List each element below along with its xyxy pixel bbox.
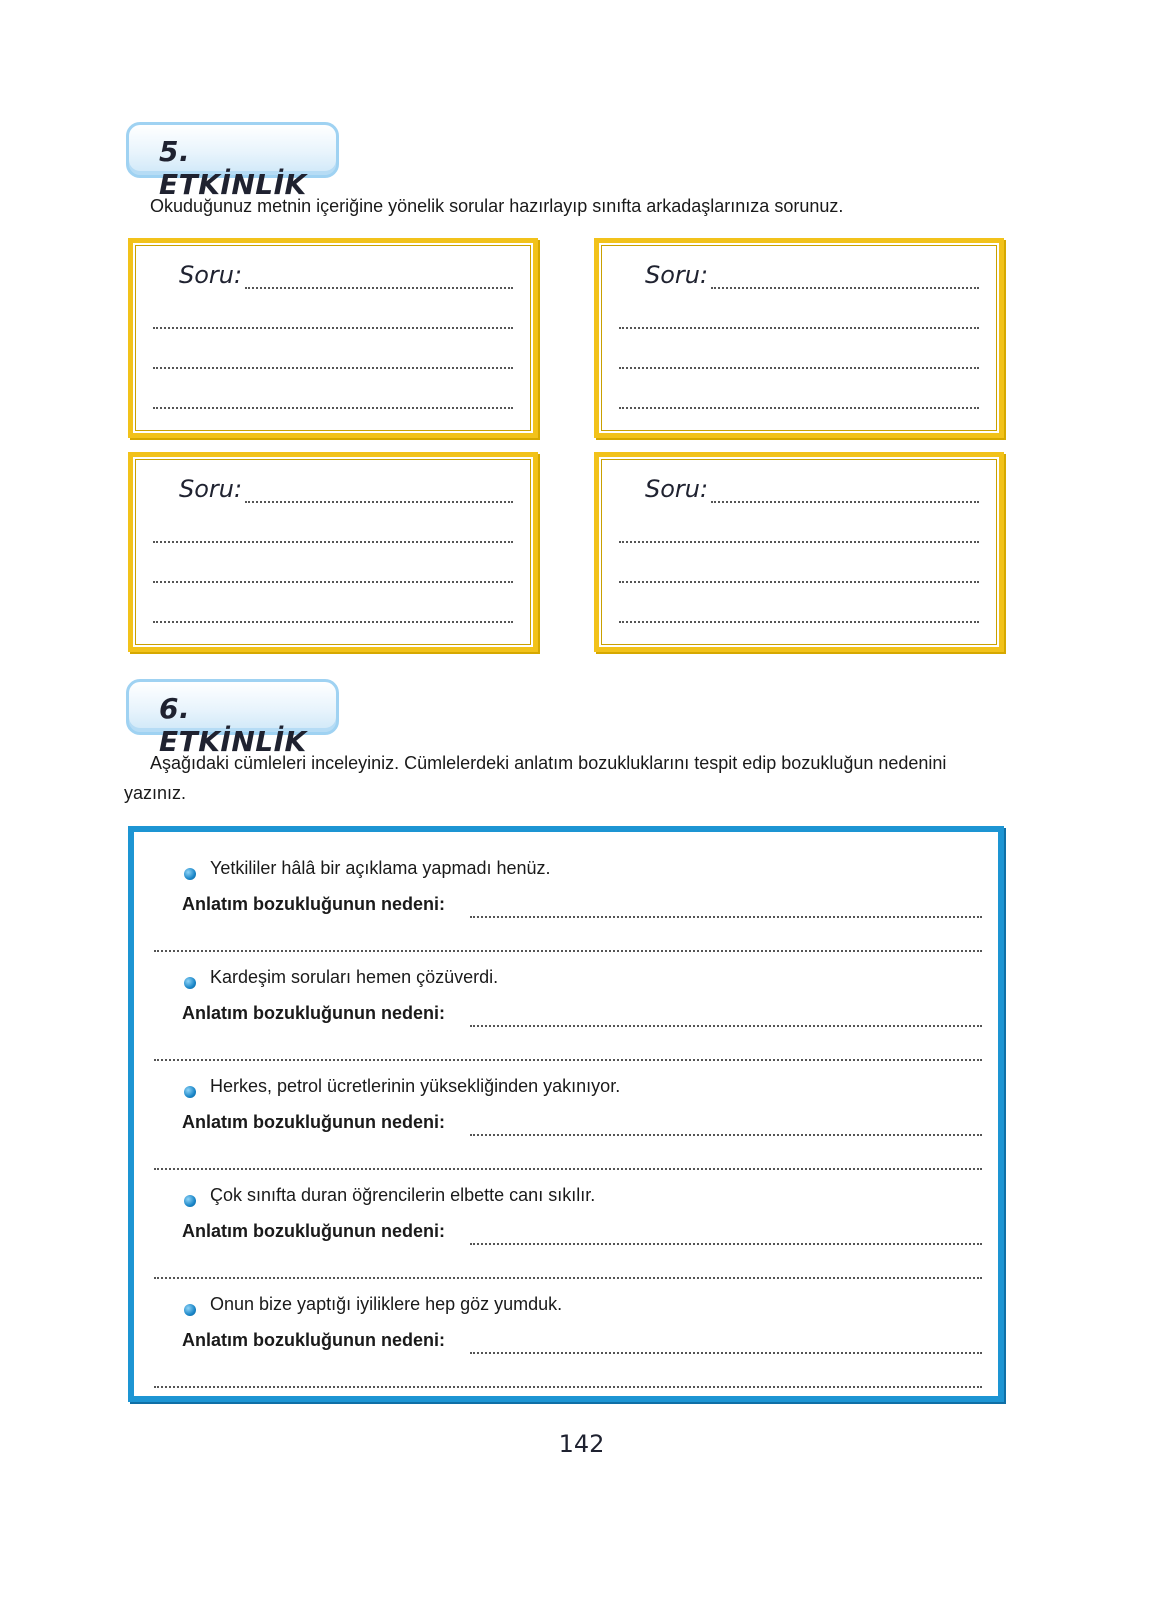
- bullet-icon: [184, 977, 196, 989]
- answer-line[interactable]: [153, 367, 513, 369]
- sentence-text: Kardeşim soruları hemen çözüverdi.: [210, 967, 499, 987]
- answer-line[interactable]: [153, 581, 513, 583]
- question-label: Soru:: [645, 475, 709, 503]
- answer-line[interactable]: [470, 1134, 982, 1136]
- sentence-text: Onun bize yaptığı iyiliklere hep göz yumduk.: [210, 1294, 563, 1314]
- sentence-analysis-box: [128, 826, 1004, 1402]
- answer-line[interactable]: [153, 407, 513, 409]
- bullet-icon: [184, 1195, 196, 1207]
- answer-line[interactable]: [470, 916, 982, 918]
- answer-line[interactable]: [154, 950, 982, 952]
- page-number: 142: [558, 1430, 605, 1458]
- activity-5-title: 5. ETKİNLİK: [159, 135, 307, 201]
- answer-line[interactable]: [619, 367, 979, 369]
- answer-line[interactable]: [153, 541, 513, 543]
- answer-line[interactable]: [470, 1025, 982, 1027]
- question-box-4: [594, 452, 1004, 652]
- answer-line[interactable]: [154, 1168, 982, 1170]
- activity-6-title-badge: [126, 679, 339, 758]
- reason-label: Anlatım bozukluğunun nedeni:: [182, 1112, 445, 1132]
- answer-line[interactable]: [154, 1277, 982, 1279]
- answer-line[interactable]: [619, 581, 979, 583]
- answer-line[interactable]: [470, 1243, 982, 1245]
- bullet-icon: [184, 1086, 196, 1098]
- sentence-text: Çok sınıfta duran öğrencilerin elbette canı sıkılır.: [210, 1185, 596, 1205]
- answer-line[interactable]: [619, 407, 979, 409]
- question-label: Soru:: [179, 261, 243, 289]
- activity-5-instruction: Okuduğunuz metnin içeriğine yönelik sorular hazırlayıp sınıfta arkadaşlarınıza sorunuz.: [150, 196, 844, 216]
- answer-line[interactable]: [619, 621, 979, 623]
- bullet-icon: [184, 868, 196, 880]
- activity-6-title: 6. ETKİNLİK: [159, 692, 307, 758]
- activity-6-instruction-cont: yazınız.: [124, 783, 187, 803]
- answer-line[interactable]: [153, 621, 513, 623]
- reason-label: Anlatım bozukluğunun nedeni:: [182, 1221, 445, 1241]
- question-box-1: [128, 238, 538, 438]
- question-box-2: [594, 238, 1004, 438]
- bullet-icon: [184, 1304, 196, 1316]
- answer-line[interactable]: [154, 1386, 982, 1388]
- reason-label: Anlatım bozukluğunun nedeni:: [182, 1330, 445, 1350]
- answer-line[interactable]: [619, 541, 979, 543]
- sentence-text: Herkes, petrol ücretlerinin yüksekliğinden yakınıyor.: [210, 1076, 621, 1096]
- answer-line[interactable]: [470, 1352, 982, 1354]
- reason-label: Anlatım bozukluğunun nedeni:: [182, 1003, 445, 1023]
- activity-5-title-badge: [126, 122, 339, 201]
- answer-line[interactable]: [711, 501, 979, 503]
- activity-6-instruction: Aşağıdaki cümleleri inceleyiniz. Cümlelerdeki anlatım bozukluklarını tespit edip bozukluğun nedenini: [150, 753, 947, 773]
- answer-line[interactable]: [619, 327, 979, 329]
- answer-line[interactable]: [245, 287, 513, 289]
- question-box-3: [128, 452, 538, 652]
- answer-line[interactable]: [245, 501, 513, 503]
- answer-line[interactable]: [153, 327, 513, 329]
- reason-label: Anlatım bozukluğunun nedeni:: [182, 894, 445, 914]
- question-label: Soru:: [179, 475, 243, 503]
- answer-line[interactable]: [711, 287, 979, 289]
- answer-line[interactable]: [154, 1059, 982, 1061]
- question-label: Soru:: [645, 261, 709, 289]
- sentence-text: Yetkililer hâlâ bir açıklama yapmadı henüz.: [210, 858, 551, 878]
